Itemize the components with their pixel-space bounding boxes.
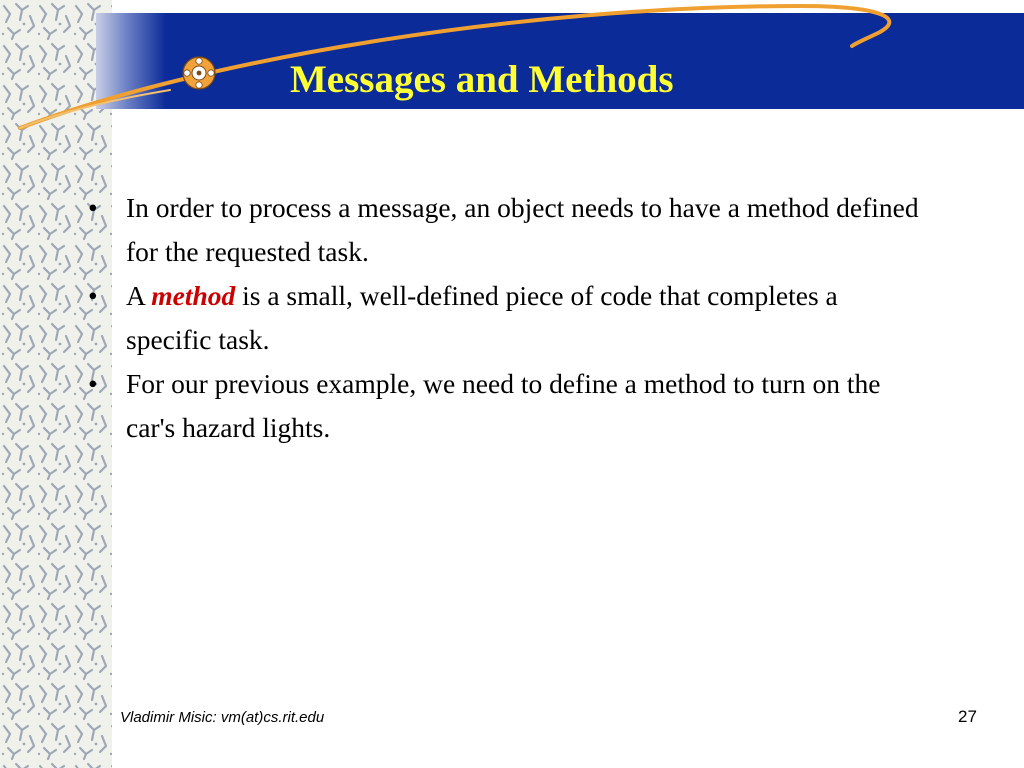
bullet-list [86,186,926,450]
bullet-item [86,274,926,362]
bullet-marker: • [88,280,98,311]
header-fade [96,13,166,109]
bullet-text: In order to process a message, an object needs to have a method defined for the requested task. [126,192,919,267]
page-number: 27 [958,707,977,726]
bullet-text-prefix: A [126,280,145,311]
bullet-marker: • [88,192,98,223]
bullet-item [86,362,926,450]
gear-logo-icon [180,54,218,92]
bullet-text-suffix: is a small, well-defined piece of code that completes a specific task. [126,280,838,355]
bullet-text: For our previous example, we need to define a method to turn on the car's hazard lights. [126,368,881,443]
method-emphasis: method [151,280,236,311]
bullet-item [86,186,926,274]
bullet-marker: • [88,368,98,399]
footer-author: Vladimir Misic: vm(at)cs.rit.edu [120,709,325,726]
slide-title: Messages and Methods [290,58,674,101]
